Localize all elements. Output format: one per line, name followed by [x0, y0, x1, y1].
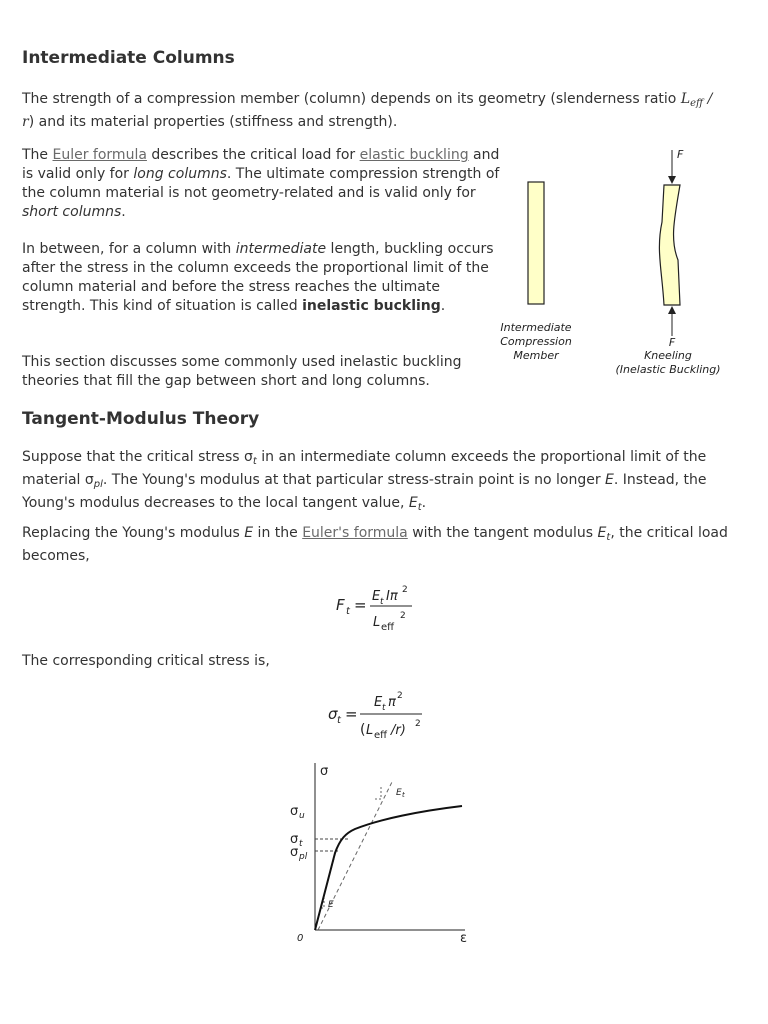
label-intermediate: Intermediate [500, 321, 572, 334]
label-inelastic-buckling: (Inelastic Buckling) [615, 363, 721, 376]
Et-subscript: t [606, 532, 611, 543]
origin-label: 0 [297, 933, 304, 944]
paragraph-replacing [22, 524, 734, 566]
label-member: Member [513, 349, 559, 362]
eulers-formula-link[interactable]: Euler's formula [302, 525, 408, 541]
formula-critical-load [330, 580, 440, 640]
paragraph-intermediate [22, 240, 498, 316]
formula-critical-stress [322, 686, 452, 746]
text: . The Young's modulus at that particular stress-strain point is no longer [102, 472, 606, 488]
paragraph-slenderness [22, 90, 722, 132]
text: . Instead, the Young's modulus decreases to the local tangent value, [22, 472, 707, 511]
text: , the critical load becomes, [22, 525, 728, 564]
symbol-E: E [605, 472, 614, 488]
formula2-den-sub: eff [374, 730, 388, 741]
formula1-num-sub: t [380, 597, 384, 607]
sigma-t-label: σ [290, 832, 299, 847]
axis-y-label: σ [320, 764, 329, 779]
euler-formula-link[interactable]: Euler formula [52, 147, 147, 163]
formula1-den: L [373, 615, 381, 630]
axis-x-label: ε [460, 931, 468, 946]
formula2-eq: = [345, 705, 358, 723]
tangent-label: E [396, 788, 402, 798]
formula2-den-rest: /r) [391, 723, 406, 738]
sigma-t-subscript: t [252, 456, 257, 467]
text: and is valid only for [22, 147, 500, 182]
symbol-Et: E [597, 525, 607, 541]
top-force-arrow [668, 176, 676, 184]
force-top-label: F [677, 148, 684, 161]
tangent-label-sub: t [402, 791, 405, 799]
formula2-den-exp: 2 [415, 719, 421, 729]
text: in the [253, 525, 303, 541]
formula2-lhs: σ [328, 705, 338, 723]
tangent-triangle [373, 787, 381, 799]
slash-r: / r [22, 91, 713, 130]
formula1-num-exp: 2 [402, 585, 408, 595]
text: length, buckling occurs after the stress in the column exceeds the proportional limit of the column material and before the stress reaches the ultimate strength. This kind of situation is called [22, 241, 494, 314]
formula1-num: E [372, 589, 381, 604]
sigma-u-label: σ [290, 804, 299, 819]
emphasis-short-columns: short columns [22, 204, 122, 220]
leff-subscript: eff [690, 98, 704, 109]
formula1-den-exp: 2 [400, 611, 406, 621]
formula2-num-rest: π [388, 695, 396, 710]
stress-strain-curve [315, 806, 462, 930]
paragraph-critical-stress [22, 448, 734, 517]
text: In between, for a column with [22, 241, 236, 257]
elastic-label: E [328, 900, 334, 910]
label-kneeling: Kneeling [644, 349, 692, 362]
sigma-t-sub: t [299, 839, 303, 849]
force-bottom-label: F [668, 336, 676, 349]
symbol-Et: E [408, 495, 418, 511]
section-title-tangent-modulus: Tangent-Modulus Theory [22, 409, 260, 429]
text: . The ultimate compression strength of the column material is not geometry-related and is valid only for [22, 166, 500, 201]
sigma-pl-sub: pl [299, 852, 308, 862]
Et-subscript: t [417, 502, 422, 513]
formula2-den: L [366, 723, 374, 738]
text: in an intermediate column exceeds the proportional limit of the material σ [22, 449, 707, 488]
formula2-den-open: ( [360, 722, 366, 738]
sigma-u-sub: u [299, 811, 305, 821]
column-buckling-figure [490, 140, 740, 385]
formula1-den-sub: eff [381, 622, 395, 633]
buckled-column [659, 185, 680, 305]
sigma-pl-subscript: pl [93, 479, 103, 490]
formula1-lhs-sub: t [346, 606, 350, 617]
text: . [440, 298, 446, 314]
sigma-pl-label: σ [290, 845, 299, 860]
formula2-num: E [374, 695, 383, 710]
formula2-lhs-sub: t [337, 715, 341, 726]
straight-column [528, 182, 544, 304]
formula2-num-exp: 2 [397, 691, 403, 701]
label-compression: Compression [500, 335, 572, 348]
section-title-intermediate-columns: Intermediate Columns [22, 48, 235, 68]
elastic-buckling-link[interactable]: elastic buckling [359, 147, 469, 163]
formula1-lhs: F [336, 596, 345, 614]
paragraph-corresponding: The corresponding critical stress is, [22, 653, 270, 669]
text: . [421, 495, 427, 511]
paragraph-section-intro: This section discusses some commonly used inelastic buckling theories that fill the gap between short and long columns. [22, 354, 462, 389]
text: The [22, 147, 53, 163]
text: describes the critical load for [146, 147, 360, 163]
emphasis-intermediate: intermediate [235, 241, 327, 257]
formula1-num-rest: Iπ [386, 589, 398, 604]
bottom-force-arrow [668, 306, 676, 314]
formula2-num-sub: t [382, 703, 386, 713]
leff-letter: L [680, 91, 691, 107]
stress-strain-diagram [280, 755, 480, 955]
formula1-eq: = [354, 596, 367, 614]
text: with the tangent modulus [407, 525, 598, 541]
emphasis-long-columns: long columns [133, 166, 227, 182]
text: Suppose that the critical stress σ [22, 449, 253, 465]
paragraph-euler [22, 146, 500, 222]
symbol-E: E [244, 525, 254, 541]
text: ) and its material properties (stiffness and strength). [28, 114, 398, 130]
strong-inelastic-buckling: inelastic buckling [302, 298, 441, 314]
text: Replacing the Young's modulus [22, 525, 245, 541]
text: The strength of a compression member (column) depends on its geometry (slenderness ratio [22, 91, 681, 107]
text: . [121, 204, 126, 220]
